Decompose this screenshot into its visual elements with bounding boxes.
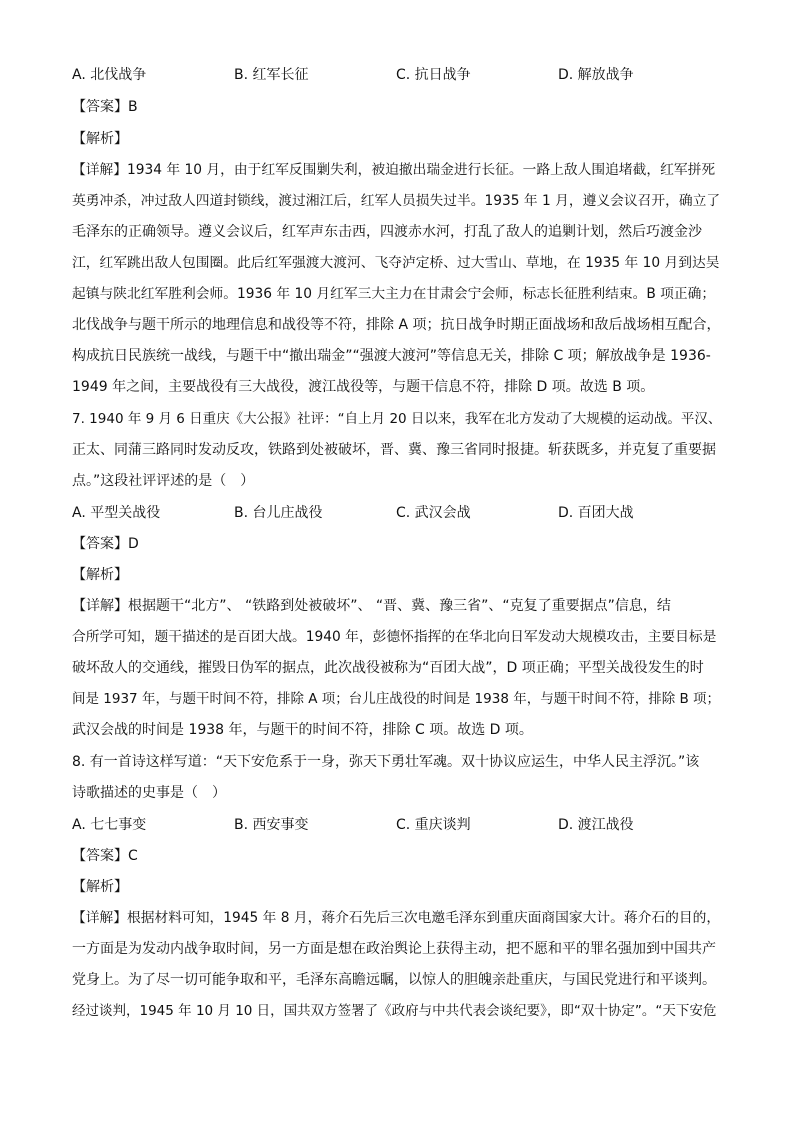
q7-stem-line: 正太、同蒲三路同时发动反攻，铁路到处被破坏，晋、冀、豫三省同时报捷。斩获既多，并克复了重要据 <box>72 442 716 458</box>
q7-detail-line: 破坏敌人的交通线，摧毁日伪军的据点，此次战役被称为“百团大战”，D 项正确；平型关战役发生的时 <box>72 660 704 676</box>
q6-detail-line: 1949 年之间，主要战役有三大战役，渡江战役等，与题干信息不符，排除 D 项。故选 B 项。 <box>72 379 655 395</box>
q8-option-d: D. 渡江战役 <box>558 817 634 833</box>
q7-stem-line: 7. 1940 年 9 月 6 日重庆《大公报》社评：“自上月 20 日以来，我军在北方发动了大规模的运动战。平汉、 <box>72 411 722 427</box>
q8-option-c: C. 重庆谈判 <box>396 817 471 833</box>
q6-detail-line: 构成抗日民族统一战线，与题干中“撤出瑞金”“强渡大渡河”等信息无关，排除 C 项；解放战争是 1936- <box>72 348 711 364</box>
q7-detail-line: 【详解】根据题干“北方”、 “铁路到处被破坏”、 “晋、冀、豫三省”、“克复了重要据点”信息，结 <box>72 598 671 614</box>
q6-option-a: A. 北伐战争 <box>72 67 147 83</box>
q8-detail-line: 经过谈判，1945 年 10 月 10 日，国共双方签署了《政府与中共代表会谈纪要》，即“双十协定”。“天下安危 <box>72 1003 717 1019</box>
q8-options <box>72 815 722 835</box>
q7-options <box>72 503 722 523</box>
q8-analysis-heading: 【解析】 <box>72 879 128 895</box>
q6-answer: 【答案】B <box>72 99 138 115</box>
q7-detail-line: 武汉会战的时间是 1938 年，与题干的时间不符，排除 C 项。故选 D 项。 <box>72 722 533 738</box>
q8-option-a: A. 七七事变 <box>72 817 147 833</box>
q7-option-d: D. 百团大战 <box>558 505 634 521</box>
q6-options <box>72 65 722 85</box>
q8-stem-line: 诗歌描述的史事是（ ） <box>72 785 226 801</box>
q7-option-a: A. 平型关战役 <box>72 505 161 521</box>
q6-option-d: D. 解放战争 <box>558 67 634 83</box>
q6-detail-line: 江，红军跳出敌人包围圈。此后红军强渡大渡河、飞夺泸定桥、过大雪山、草地，在 1935 年 10 月到达吴 <box>72 255 720 271</box>
q8-detail-line: 一方面是为发动内战争取时间，另一方面是想在政治舆论上获得主动，把不愿和平的罪名强加到中国共产 <box>72 941 716 957</box>
q8-stem-line: 8. 有一首诗这样写道：“天下安危系于一身，弥天下勇壮军魂。双十协议应运生，中华人民主浮沉。”该 <box>72 754 700 770</box>
q6-detail-line: 毛泽东的正确领导。遵义会议后，红军声东击西，四渡赤水河，打乱了敌人的追剿计划，然后巧渡金沙 <box>72 224 702 240</box>
q6-detail-line: 北伐战争与题干所示的地理信息和战役等不符，排除 A 项；抗日战争时期正面战场和敌后战场相互配合， <box>72 317 721 333</box>
q7-detail-line: 合所学可知，题干描述的是百团大战。1940 年，彭德怀指挥的在华北向日军发动大规模攻击，主要目标是 <box>72 629 717 645</box>
q7-analysis-heading: 【解析】 <box>72 567 128 583</box>
q6-analysis-heading: 【解析】 <box>72 131 128 147</box>
q6-detail-line: 英勇冲杀，冲过敌人四道封锁线，渡过湘江后，红军人员损失过半。1935 年 1 月，遵义会议召开，确立了 <box>72 193 721 209</box>
q7-option-c: C. 武汉会战 <box>396 505 471 521</box>
q8-detail-line: 党身上。为了尽一切可能争取和平，毛泽东高瞻远瞩，以惊人的胆魄亲赴重庆，与国民党进行和平谈判。 <box>72 972 716 988</box>
q7-detail-line: 间是 1937 年，与题干时间不符，排除 A 项；台儿庄战役的时间是 1938 年，与题干时间不符，排除 B 项； <box>72 691 721 707</box>
q6-detail-line: 【详解】1934 年 10 月，由于红军反围剿失利，被迫撤出瑞金进行长征。一路上敌人围追堵截，红军拼死 <box>72 162 716 178</box>
q7-answer: 【答案】D <box>72 536 139 552</box>
q6-detail-line: 起镇与陕北红军胜利会师。1936 年 10 月红军三大主力在甘肃会宁会师，标志长征胜利结束。B 项正确； <box>72 286 716 302</box>
q7-option-b: B. 台儿庄战役 <box>234 505 323 521</box>
q7-stem-line: 点。”这段社评评述的是（ ） <box>72 473 255 489</box>
q8-detail-line: 【详解】根据材料可知，1945 年 8 月，蒋介石先后三次电邀毛泽东到重庆面商国家大计。蒋介石的目的， <box>72 910 721 926</box>
q6-option-b: B. 红军长征 <box>234 67 309 83</box>
q8-answer: 【答案】C <box>72 848 138 864</box>
q6-option-c: C. 抗日战争 <box>396 67 471 83</box>
q8-option-b: B. 西安事变 <box>234 817 309 833</box>
